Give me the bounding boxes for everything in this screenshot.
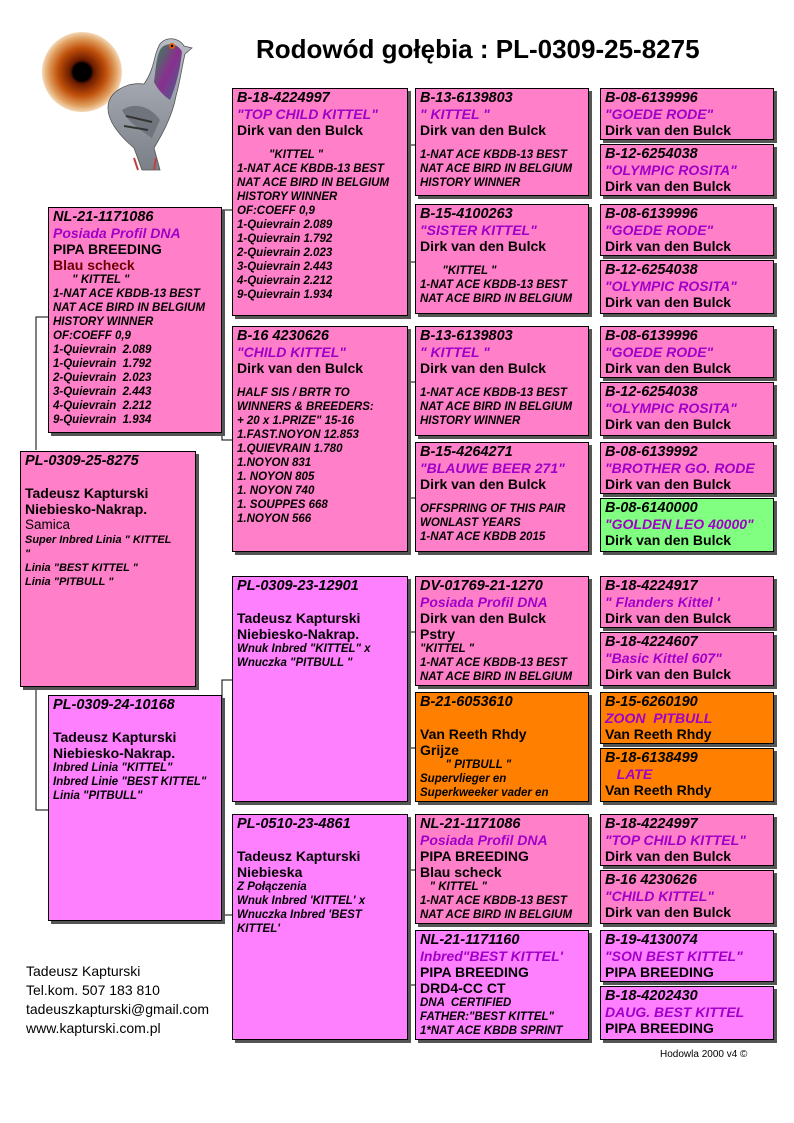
note: Z Połączenia [237, 881, 307, 893]
pigeon-name: "CHILD KITTEL" [237, 344, 346, 360]
note: " PITBULL " [420, 759, 512, 771]
note: 1.FAST.NOYON 12.853 [237, 429, 359, 441]
sdd-card [415, 442, 589, 552]
sire-note: 4-Quievrain 2.212 [53, 400, 152, 412]
sire-note: HISTORY WINNER [53, 316, 154, 328]
note: 1-NAT ACE KBDB-13 BEST [420, 895, 567, 907]
note: Wnuk Inbred "KITTEL" x [237, 643, 371, 655]
note: OFFSPRING OF THIS PAIR [420, 503, 566, 515]
pigeon-name: "Basic Kittel 607" [605, 650, 722, 666]
note: 1. NOYON 805 [237, 471, 315, 483]
note: "KITTEL " [420, 265, 497, 277]
note: "KITTEL " [237, 149, 324, 161]
note: 2-Quievrain 2.023 [237, 247, 333, 259]
ring-number: B-18-4224997 [605, 816, 698, 832]
sire-sire-card [232, 88, 408, 316]
gen4-card [600, 260, 774, 314]
subject-ring: PL-0309-25-8275 [25, 453, 139, 469]
pigeon-name: DAUG. BEST KITTEL [605, 1004, 745, 1020]
subject-card [20, 451, 196, 687]
pigeon-name: "GOEDE RODE" [605, 106, 714, 122]
note: Wnuczka Inbred 'BEST [237, 909, 362, 921]
dam-sire-card [232, 576, 408, 802]
sire-note: 1-Quievrain 2.089 [53, 344, 152, 356]
breeder: Dirk van den Bulck [605, 360, 732, 376]
ring-number: PL-0309-23-12901 [237, 578, 359, 594]
pigeon-name: " KITTEL " [420, 106, 490, 122]
ring-number: B-15-6260190 [605, 694, 698, 710]
note: NAT ACE BIRD IN BELGIUM [420, 293, 573, 305]
pigeon-name: "CHILD KITTEL" [605, 888, 714, 904]
note: Superkweeker vader en [420, 787, 549, 799]
sire-note: 1-Quievrain 1.792 [53, 358, 152, 370]
ssd-card [415, 204, 589, 314]
note: HALF SIS / BRTR TO [237, 387, 350, 399]
breeder: Dirk van den Bulck [237, 122, 364, 138]
note: DNA CERTIFIED [420, 997, 512, 1009]
pigeon-name: " KITTEL " [420, 344, 490, 360]
sire-note: OF:COEFF 0,9 [53, 330, 131, 342]
breeder: Dirk van den Bulck [605, 416, 732, 432]
pigeon-name: " Flanders Kittel ' [605, 594, 720, 610]
note: 3-Quievrain 2.443 [237, 261, 333, 273]
sire-color: Blau scheck [53, 257, 135, 273]
breeder: Dirk van den Bulck [605, 532, 732, 548]
breeder: PIPA BREEDING [605, 964, 714, 980]
note: HISTORY WINNER [237, 191, 338, 203]
note: WINNERS & BREEDERS: [237, 401, 374, 413]
note: 4-Quievrain 2.212 [237, 275, 333, 287]
dam-note: Inbred Linia "KITTEL" [53, 762, 173, 774]
breeder: Tadeusz Kapturski [237, 848, 361, 864]
note: NAT ACE BIRD IN BELGIUM [420, 671, 573, 683]
breeder: Dirk van den Bulck [237, 360, 364, 376]
ring-number: B-12-6254038 [605, 384, 698, 400]
ring-number: B-15-4264271 [420, 444, 513, 460]
breeder: Dirk van den Bulck [605, 294, 732, 310]
breeder: PIPA BREEDING [420, 848, 529, 864]
color: Niebieska [237, 864, 303, 880]
sire-name: Posiada Profil DNA [53, 225, 181, 241]
ring-number: B-12-6254038 [605, 146, 698, 162]
ring-number: B-18-4202430 [605, 988, 698, 1004]
note: 1-NAT ACE KBDB-13 BEST [420, 149, 567, 161]
color: Grijze [420, 742, 459, 758]
gen4-card [600, 870, 774, 924]
color: Blau scheck [420, 864, 502, 880]
pigeon-name: "GOLDEN LEO 40000" [605, 516, 754, 532]
subject-sex: Samica [25, 517, 71, 532]
note: 1-NAT ACE KBDB-13 BEST [420, 279, 567, 291]
subject-line: Super Inbred Linia " KITTEL [25, 534, 172, 546]
dam-note: Inbred Linie "BEST KITTEL" [53, 776, 207, 788]
note: 1.NOYON 566 [237, 513, 312, 525]
breeder: Dirk van den Bulck [420, 610, 547, 626]
breeder: Dirk van den Bulck [420, 360, 547, 376]
ring-number: NL-21-1171086 [420, 816, 521, 832]
ring-number: B-08-6139996 [605, 328, 698, 344]
contact-block [26, 962, 209, 1038]
breeder: PIPA BREEDING [605, 1020, 714, 1036]
gen4-card [600, 442, 774, 494]
dam-note: Linia "PITBULL" [53, 790, 143, 802]
color: Pstry [420, 626, 456, 642]
note: 1.NOYON 831 [237, 457, 312, 469]
contact-phone: Tel.kom. 507 183 810 [26, 982, 160, 998]
pigeon-name: "OLYMPIC ROSITA" [605, 162, 737, 178]
breeder: Dirk van den Bulck [605, 476, 732, 492]
ring-number: NL-21-1171160 [420, 932, 520, 948]
pigeon-name: "SON BEST KITTEL" [605, 948, 743, 964]
note: 1*NAT ACE KBDB SPRINT [420, 1025, 563, 1037]
dam-dam-card [232, 814, 408, 1040]
sire-note: 2-Quievrain 2.023 [53, 372, 152, 384]
breeder: Dirk van den Bulck [605, 178, 732, 194]
ring-number: B-08-6139996 [605, 206, 698, 222]
gen4-card [600, 144, 774, 196]
ring-number: B-15-4100263 [420, 206, 513, 222]
pigeon-name: "GOEDE RODE" [605, 344, 714, 360]
note: WONLAST YEARS [420, 517, 521, 529]
gen4-card [600, 204, 774, 256]
sire-note: 9-Quievrain 1.934 [53, 414, 152, 426]
note: NAT ACE BIRD IN BELGIUM [237, 177, 390, 189]
gen4-card [600, 632, 774, 686]
note: "KITTEL " [420, 643, 475, 655]
dam-ring: PL-0309-24-10168 [53, 697, 175, 713]
breeder: Dirk van den Bulck [420, 122, 547, 138]
pigeon-name: Inbred"BEST KITTEL' [420, 948, 563, 964]
ring-number: B-13-6139803 [420, 328, 513, 344]
breeder: Van Reeth Rhdy [605, 726, 712, 742]
breeder: Van Reeth Rhdy [605, 782, 712, 798]
note: 1-Quievrain 1.792 [237, 233, 333, 245]
pigeon-name: "TOP CHILD KITTEL" [605, 832, 746, 848]
ring-number: B-18-4224607 [605, 634, 698, 650]
ring-number: B-08-6140000 [605, 500, 698, 516]
ring-number: B-16 4230626 [605, 872, 697, 888]
note: NAT ACE BIRD IN BELGIUM [420, 909, 573, 921]
pigeon-name: "BLAUWE BEER 271" [420, 460, 565, 476]
note: 1-NAT ACE KBDB-13 BEST [420, 387, 567, 399]
pigeon-name: "TOP CHILD KITTEL" [237, 106, 378, 122]
gen4-card [600, 692, 774, 744]
note: " KITTEL " [420, 881, 487, 893]
gen4-card [600, 576, 774, 628]
ring-number: B-18-4224917 [605, 578, 698, 594]
pigeon-name: "OLYMPIC ROSITA" [605, 278, 737, 294]
breeder: Tadeusz Kapturski [237, 610, 361, 626]
dss-card [415, 576, 589, 686]
note: Supervlieger en [420, 773, 507, 785]
ring-number: B-16 4230626 [237, 328, 329, 344]
note: HISTORY WINNER [420, 177, 521, 189]
breeder: PIPA BREEDING [420, 964, 529, 980]
gen4-card [600, 498, 774, 552]
color: DRD4-CC CT [420, 980, 506, 996]
sire-note: 1-NAT ACE KBDB-13 BEST [53, 288, 200, 300]
sire-card [48, 207, 222, 433]
ring-number: B-18-4224997 [237, 90, 330, 106]
subject-color: Niebiesko-Nakrap. [25, 501, 148, 517]
ring-number: PL-0510-23-4861 [237, 816, 351, 832]
ring-number: B-19-4130074 [605, 932, 698, 948]
ring-number: B-08-6139996 [605, 90, 698, 106]
gen4-card [600, 814, 774, 866]
ring-number: B-18-6138499 [605, 750, 698, 766]
note: NAT ACE BIRD IN BELGIUM [420, 163, 573, 175]
pigeon-name: Posiada Profil DNA [420, 832, 548, 848]
dam-card [48, 695, 222, 921]
breeder: Dirk van den Bulck [605, 848, 732, 864]
note: 9-Quievrain 1.934 [237, 289, 333, 301]
note: OF:COEFF 0,9 [237, 205, 315, 217]
breeder: Dirk van den Bulck [605, 610, 732, 626]
contact-email[interactable]: tadeuszkapturski@gmail.com [26, 1001, 210, 1017]
contact-website[interactable]: www.kapturski.com.pl [26, 1020, 161, 1036]
sds-card [415, 326, 589, 436]
ring-number: B-21-6053610 [420, 694, 513, 710]
note: + 20 x 1.PRIZE" 15-16 [237, 415, 355, 427]
pigeon-name: Posiada Profil DNA [420, 594, 548, 610]
subject-line: Linia "BEST KITTEL " [25, 562, 138, 574]
note: 1. SOUPPES 668 [237, 499, 328, 511]
note: HISTORY WINNER [420, 415, 521, 427]
breeder: Dirk van den Bulck [605, 666, 732, 682]
gen4-card [600, 930, 774, 982]
note: FATHER:"BEST KITTEL" [420, 1011, 554, 1023]
dsd-card [415, 692, 589, 802]
note: 1-Quievrain 2.089 [237, 219, 333, 231]
pigeon-name: "SISTER KITTEL" [420, 222, 537, 238]
page-title: Rodowód gołębia : PL-0309-25-8275 [256, 34, 700, 64]
breeder: Dirk van den Bulck [605, 122, 732, 138]
breeder: Dirk van den Bulck [605, 904, 732, 920]
gen4-card [600, 748, 774, 802]
sire-note: " KITTEL " [53, 274, 130, 286]
gen4-card [600, 88, 774, 140]
sire-ring: NL-21-1171086 [53, 209, 154, 225]
ring-number: DV-01769-21-1270 [420, 578, 543, 594]
breeder: Van Reeth Rhdy [420, 726, 527, 742]
note: KITTEL' [237, 923, 280, 935]
sire-note: NAT ACE BIRD IN BELGIUM [53, 302, 206, 314]
ddd-card [415, 930, 589, 1040]
note: Wnuczka "PITBULL " [237, 657, 353, 669]
gen4-card [600, 986, 774, 1040]
pigeon-name: "OLYMPIC ROSITA" [605, 400, 737, 416]
dam-owner: Tadeusz Kapturski [53, 729, 177, 745]
subject-line: " [25, 548, 31, 560]
subject-line: Linia "PITBULL " [25, 576, 114, 588]
ring-number: B-13-6139803 [420, 90, 513, 106]
dam-color: Niebiesko-Nakrap. [53, 745, 176, 761]
subject-owner: Tadeusz Kapturski [25, 485, 149, 501]
breeder: Dirk van den Bulck [420, 238, 547, 254]
color: Niebiesko-Nakrap. [237, 626, 360, 642]
gen4-card [600, 326, 774, 378]
note: 1-NAT ACE KBDB 2015 [420, 531, 546, 543]
note: Wnuk Inbred 'KITTEL' x [237, 895, 366, 907]
pigeon-name: "BROTHER GO. RODE [605, 460, 755, 476]
dds-card [415, 814, 589, 924]
note: 1-NAT ACE KBDB-13 BEST [420, 657, 567, 669]
contact-name: Tadeusz Kapturski [26, 963, 141, 979]
breeder: Dirk van den Bulck [605, 238, 732, 254]
gen4-card [600, 382, 774, 436]
note: 1.QUIEVRAIN 1.780 [237, 443, 343, 455]
note: 1. NOYON 740 [237, 485, 315, 497]
breeder: Dirk van den Bulck [420, 476, 547, 492]
note: 1-NAT ACE KBDB-13 BEST [237, 163, 384, 175]
pigeon-name: ZOON PITBULL [605, 710, 713, 726]
sss-card [415, 88, 589, 196]
sire-owner: PIPA BREEDING [53, 241, 162, 257]
footer-version: Hodowla 2000 v4 © [660, 1049, 748, 1060]
sire-note: 3-Quievrain 2.443 [53, 386, 152, 398]
ring-number: B-12-6254038 [605, 262, 698, 278]
sire-dam-card [232, 326, 408, 552]
pigeon-name: "GOEDE RODE" [605, 222, 714, 238]
pigeon-name: LATE [605, 766, 653, 782]
note: NAT ACE BIRD IN BELGIUM [420, 401, 573, 413]
ring-number: B-08-6139992 [605, 444, 698, 460]
